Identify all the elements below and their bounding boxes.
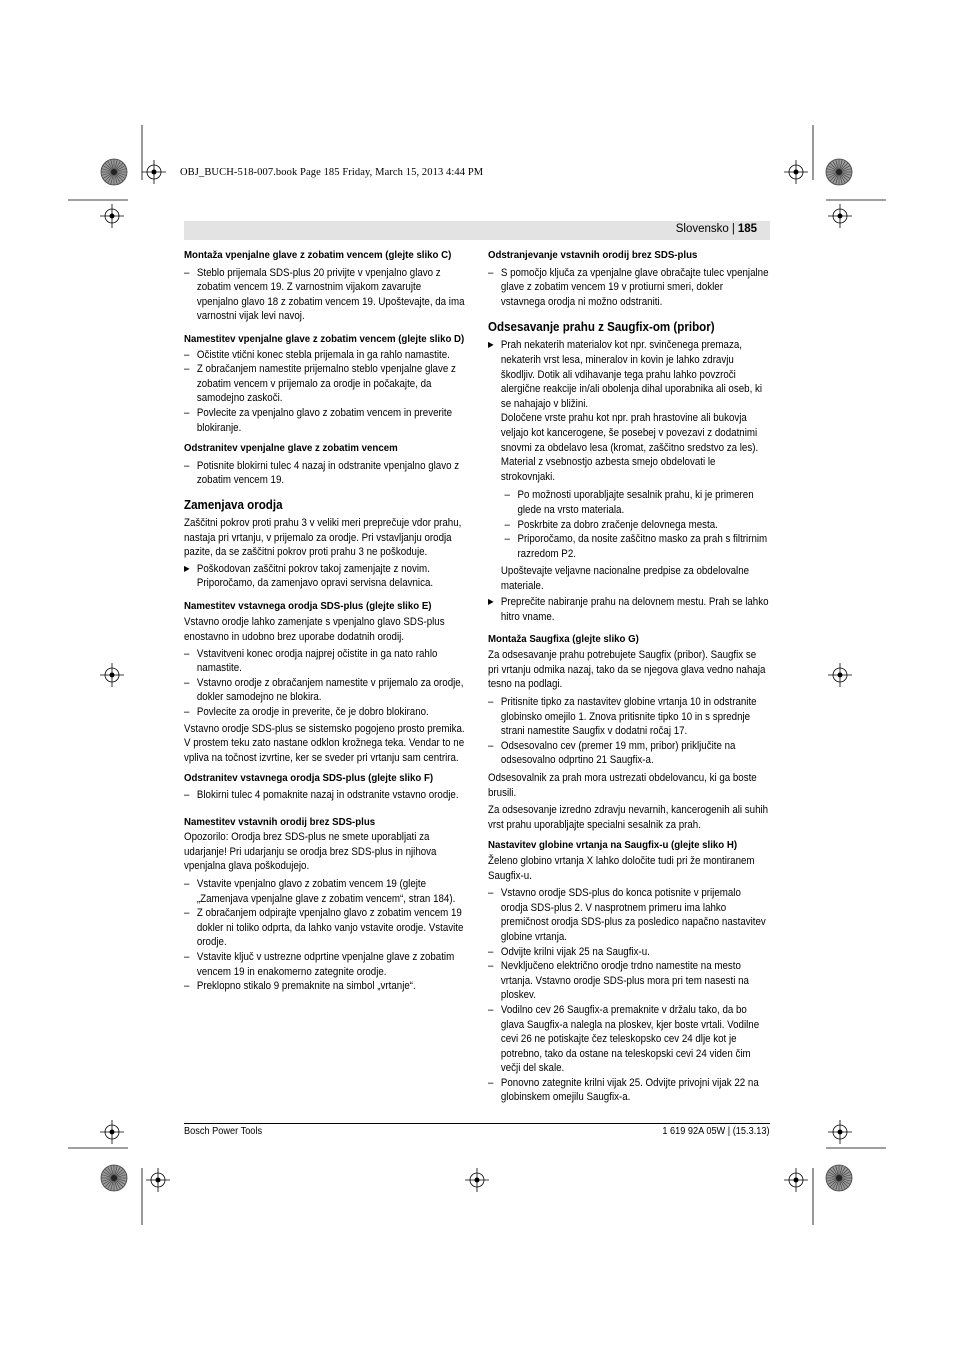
footer-publisher: Bosch Power Tools [184,1126,263,1137]
list-item: – Odsesovalno cev (premer 19 mm, pribor) priključite na odsesovalno odprtino 21 Saugfix-a. [488,739,770,768]
list-item: – Vodilno cev 26 Saugfix-a premaknite v držalu tako, da bo glava Saugfix-a nalegla na ploskev, kjer boste vrtali. Vodilne cevi 26 ne potiskajte čez teleskopsko cev 24 dlje kot je potrebno, tako da ostane na teleskopski cevi 24 viden čim večji del skale. [488,1003,770,1076]
paragraph: Upoštevajte veljavne nacionalne predpise za obdelovalne materiale. [500,565,750,592]
right-column [488,248,770,1105]
list-item: – Očistite vtični konec stebla prijemala in ga rahlo namastite. [184,348,466,363]
list-item: – Poskrbite za dobro zračenje delovnega mesta. [488,518,770,533]
paragraph: Vstavno orodje lahko zamenjate s vpenjalno glavo SDS-plus enostavno in udobno brez uporabe dodatnih orodij. [184,616,445,644]
list-item: – Priporočamo, da nosite zaščitno masko za prah s filtrirnim razredom P2. [488,532,770,561]
subsection-heading: Namestitev vstavnega orodja SDS-plus (glejte sliko E) [184,599,432,612]
section-heading: Zamenjava orodja [184,497,283,512]
subsection-heading: Odstranitev vstavnega orodja SDS-plus (glejte sliko F) [184,772,434,785]
list-item: – Blokirni tulec 4 pomaknite nazaj in odstranite vstavno orodje. [184,788,466,803]
footer-doc-code: 1 619 92A 05W | (15.3.13) [662,1126,770,1137]
list-item: ▶ Preprečite nabiranje prahu na delovnem mestu. Prah se lahko hitro vname. [488,595,770,624]
section-heading: Odsesavanje prahu z Saugfix-om (pribor) [488,320,715,335]
paragraph: Vstavno orodje SDS-plus se sistemsko pogojeno prosto premika. V prostem teku zato nastane odklon krožnega teka. Vendar to ne vpliva na točnost izvrtine, ker se sveder pri vrtanju sam centrira. [184,722,465,764]
page-number: 185 [737,223,757,235]
list-item: ▶ Prah nekaterih materialov kot npr. svinčenega premaza, nekaterih vrst lesa, mineralov in kovin je lahko zdravju škodljiv. Dotik ali vdihavanje tega prahu lahko povzroči alergične reakcije in/ali obolenja dihal uporabnika ali oseb, ki se nahajajo v bližini. [488,338,770,411]
list-item: – Odvijte krilni vijak 25 na Saugfix-u. [488,945,770,960]
subsection-heading: Namestitev vstavnih orodij brez SDS-plus [184,815,376,828]
header-separator: | [731,223,735,235]
header-language: Slovensko [675,223,729,235]
list-item: – Vstavitveni konec orodja najprej očistite in ga nato rahlo namastite. [184,647,466,676]
list-item: – S pomočjo ključa za vpenjalne glave obračajte tulec vpenjalne glave z zobatim vencem 19 v protiurni smeri, dokler vstavnega orodja ni možno odstraniti. [488,266,770,310]
subsection-heading: Namestitev vpenjalne glave z zobatim vencem (glejte sliko D) [184,332,465,345]
list-item: – Preklopno stikalo 9 premaknite na simbol „vrtanje“. [184,979,466,994]
list-item: – Z obračanjem odpirajte vpenjalno glavo z zobatim vencem 19 dokler ni toliko odprta, da lahko vanjo vstavite orodje. Vstavite orodje. [184,906,466,950]
list-item: – Steblo prijemala SDS-plus 20 privijte v vpenjalno glavo z zobatim vencem 19. Z varnostnim vijakom zavarujte vpenjalno glavo 18 z zobatim vencem 19. Upoštevajte, da ima varnostni vijak levi navoj. [184,266,466,324]
list-item: – Nevključeno električno orodje trdno namestite na mesto vrtanja. Vstavno orodje SDS-plus mora pri tem nasesti na ploskev. [488,959,770,1003]
left-column [184,248,466,994]
running-header [184,221,770,240]
list-item: – Pritisnite tipko za nastavitev globine vrtanja 10 in odstranite globinsko omejilo 1. Znova pritisnite tipko 10 in s sprednje strani namestite Saugfix v dodatni ročaj 17. [488,695,770,739]
paragraph: Za odsesavanje prahu potrebujete Saugfix (pribor). Saugfix se pri vrtanju odmika nazaj, tako da se njegova glava vedno nahaja tesno na podlagi. [488,649,766,691]
list-item: – Z obračanjem namestite prijemalno steblo vpenjalne glave z zobatim vencem v prijemalo za orodje in počakajte, da samodejno zaskoči. [184,362,466,406]
paragraph: Za odsesovanje izredno zdravju nevarnih, kancerogenih ali suhih vrst prahu uporabljajte specialni sesalnik za prah. [488,804,769,831]
subsection-heading: Odstranjevanje vstavnih orodij brez SDS-plus [488,249,698,261]
paragraph: Opozorilo: Orodja brez SDS-plus ne smete uporabljati za udarjanje! Pri udarjanju se orodja brez SDS-plus in njihova vpenjalna glava poškodujejo. [184,831,437,873]
list-item: – Potisnite blokirni tulec 4 nazaj in odstranite vpenjalno glavo z zobatim vencem 19. [184,459,466,488]
list-item: – Povlecite za vpenjalno glavo z zobatim vencem in preverite blokiranje. [184,406,466,435]
subsection-heading: Odstranitev vpenjalne glave z zobatim vencem [184,442,398,455]
list-item: ▶ Poškodovan zaščitni pokrov takoj zamenjajte z novim. Priporočamo, da zamenjavo opravi servisna delavnica. [184,562,466,591]
list-item: – Povlecite za orodje in preverite, če je dobro blokirano. [184,705,466,720]
paragraph: Želeno globino vrtanja X lahko določite tudi pri že montiranem Saugfix-u. [488,854,755,882]
list-item: – Po možnosti uporabljajte sesalnik prahu, ki je primeren glede na vrsto materiala. [488,488,770,517]
footer-rule [184,1123,770,1124]
list-item: – Vstavno orodje z obračanjem namestite v prijemalo za orodje, dokler samodejno ne blokira. [184,676,466,705]
subsection-heading: Nastavitev globine vrtanja na Saugfix-u (glejte sliko H) [488,839,738,852]
list-item: – Vstavite ključ v ustrezne odprtine vpenjalne glave z zobatim vencem 19 in enakomerno zategnite orodje. [184,950,466,979]
paragraph: Zaščitni pokrov proti prahu 3 v veliki meri preprečuje vdor prahu, nastaja pri vrtanju, v prijemalo za orodje. Pri vstavljanju orodja pazite, da se zaščitni pokrov proti prahu 3 ne poškoduje. [184,516,462,559]
list-item: – Ponovno zategnite krilni vijak 25. Odvijte privojni vijak 22 na globinskem omejilu Saugfix-a. [488,1076,770,1105]
subsection-heading: Montaža vpenjalne glave z zobatim vencem (glejte sliko C) [184,249,452,261]
list-item: – Vstavite vpenjalno glavo z zobatim vencem 19 (glejte „Zamenjava vpenjalne glave z zobatim vencem“, stran 184). [184,877,466,906]
paragraph: Določene vrste prahu kot npr. prah hrastovine ali bukovja veljajo kot kancerogene, še posebej v povezavi z dodatnimi snovmi za obdelavo lesa (kromat, zaščitno sredstvo za les). Material z vsebnostjo azbesta smejo obdelovati le strokovnjaki. [500,412,759,483]
subsection-heading: Montaža Saugfixa (glejte sliko G) [488,632,639,645]
list-item: – Vstavno orodje SDS-plus do konca potisnite v prijemalo orodja SDS-plus 2. V nasprotnem primeru ima lahko premičnost orodja SDS-plus za posledico napačno nastavitev globine vrtanja. [488,886,770,944]
paragraph: Odsesovalnik za prah mora ustrezati obdelovancu, ki ga boste brusili. [488,772,757,799]
file-slug: OBJ_BUCH-518-007.book Page 185 Friday, March 15, 2013 4:44 PM [180,167,484,178]
